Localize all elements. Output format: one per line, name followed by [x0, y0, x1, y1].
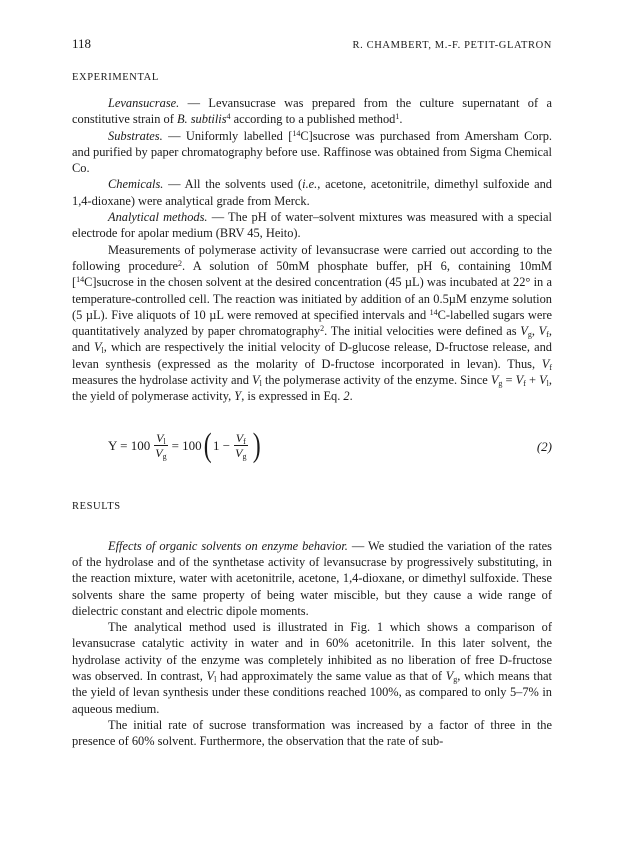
- fraction-vl-over-vg: $\frac{V_l}{V_g}$: [155, 431, 167, 462]
- paragraph-effects-of-solvents: Effects of organic solvents on enzyme behavior. — We studied the variation of the rates of the hydrolase and of the synthetase activity of levansucrase by progressively substituting, in the reaction mixture, water with acetonitrile, acetone, 1,4-dioxane, or dimethyl sulfoxide. These solvents share the same property of being water miscible, but they cause a wide range of dielectric constant and electric dipole moments.: [72, 538, 552, 618]
- paragraph-chemicals: Chemicals. — All the solvents used (i.e., acetone, acetonitrile, dimethyl sulfoxide and 1,4-dioxane) were analytical grade from Merck.: [72, 177, 553, 208]
- paragraph-analytical-methods: Analytical methods. — The pH of water–solvent mixtures was measured with a special electrode for apolar medium (BRV 45, Heito).: [72, 210, 552, 241]
- equation-body: [108, 426, 263, 464]
- right-paren: ): [253, 426, 262, 464]
- equation-2: [72, 421, 552, 491]
- paragraph-levansucrase: Levansucrase. — Levansucrase was prepared from the culture supernatant of a constitutive strain of B. subtilis$^4$ according to a published method$^1$.: [72, 96, 552, 127]
- paragraph-initial-rate: The initial rate of sucrose transformation was increased by a factor of three in the presence of 60% solvent. Furthermore, the observation that the rate of sub-: [72, 717, 552, 749]
- experimental-heading: EXPERIMENTAL: [72, 72, 159, 83]
- equation-lhs: Y = 100: [108, 437, 151, 453]
- paragraph-measurements: Measurements of polymerase activity of levansucrase were carried out according to the following procedure$^2$. A solution of 50mM phosphate buffer, pH 6, containing 10mM [$^{14}$C]sucrose in the chosen solvent at the desired concentration (45 µL) was incubated at 22° in a temperature-controlled cell. The reaction was initiated by addition of an 0.5µM enzyme solution (5 µL). Five aliquots of 10 µL were removed at specified intervals and $^{14}$C-labelled sugars were quantitatively analyzed by paper chromatography$^2$. The initial velocities were defined as $V_g$, $V_f$, and $V_l$, which are respectively the initial velocity of D-glucose release, D-fructose release, and levan synthesis (expressed as the molarity of D-fructose incorporated in levan). Thus, $V_f$ measures the hydrolase activity and $V_l$ the polymerase activity of the enzyme. Since $V_g = V_f + V_l$, the yield of polymerase activity, Y, is expressed in Eq. 2.: [72, 242, 553, 404]
- left-paren: (: [203, 426, 212, 464]
- results-heading: RESULTS: [72, 500, 121, 512]
- page-number: 118: [72, 36, 92, 51]
- paragraph-substrates: Substrates. — Uniformly labelled [$^{14}$C]sucrose was purchased from Amersham Corp. and purified by paper chromatography before use. Raffinose was obtained from Sigma Chemical Co.: [72, 128, 552, 176]
- page-header: [72, 36, 552, 58]
- paper-page: [72, 36, 552, 750]
- equation-mid: = 100: [171, 437, 202, 453]
- fraction-vf-over-vg: $\frac{V_f}{V_g}$: [235, 431, 247, 462]
- equation-number: (2): [536, 438, 552, 454]
- running-head: R. CHAMBERT, M.-F. PETIT-GLATRON: [352, 40, 552, 51]
- paragraph-analytical-method-used: The analytical method used is illustrated in Fig. 1 which shows a comparison of levansucrase catalytic activity in water and in 60% acetonitrile. In this later solvent, the hydrolase activity of the enzyme was completely inhibited as no liberation of free D-fructose was observed. In contrast, $V_l$ had approximately the same value as that of $V_g$, which means that the yield of levan synthesis under these conditions reached 100%, as compared to only 5–7% in aqueous medium.: [72, 620, 552, 716]
- equation-one-minus: 1 −: [213, 437, 231, 453]
